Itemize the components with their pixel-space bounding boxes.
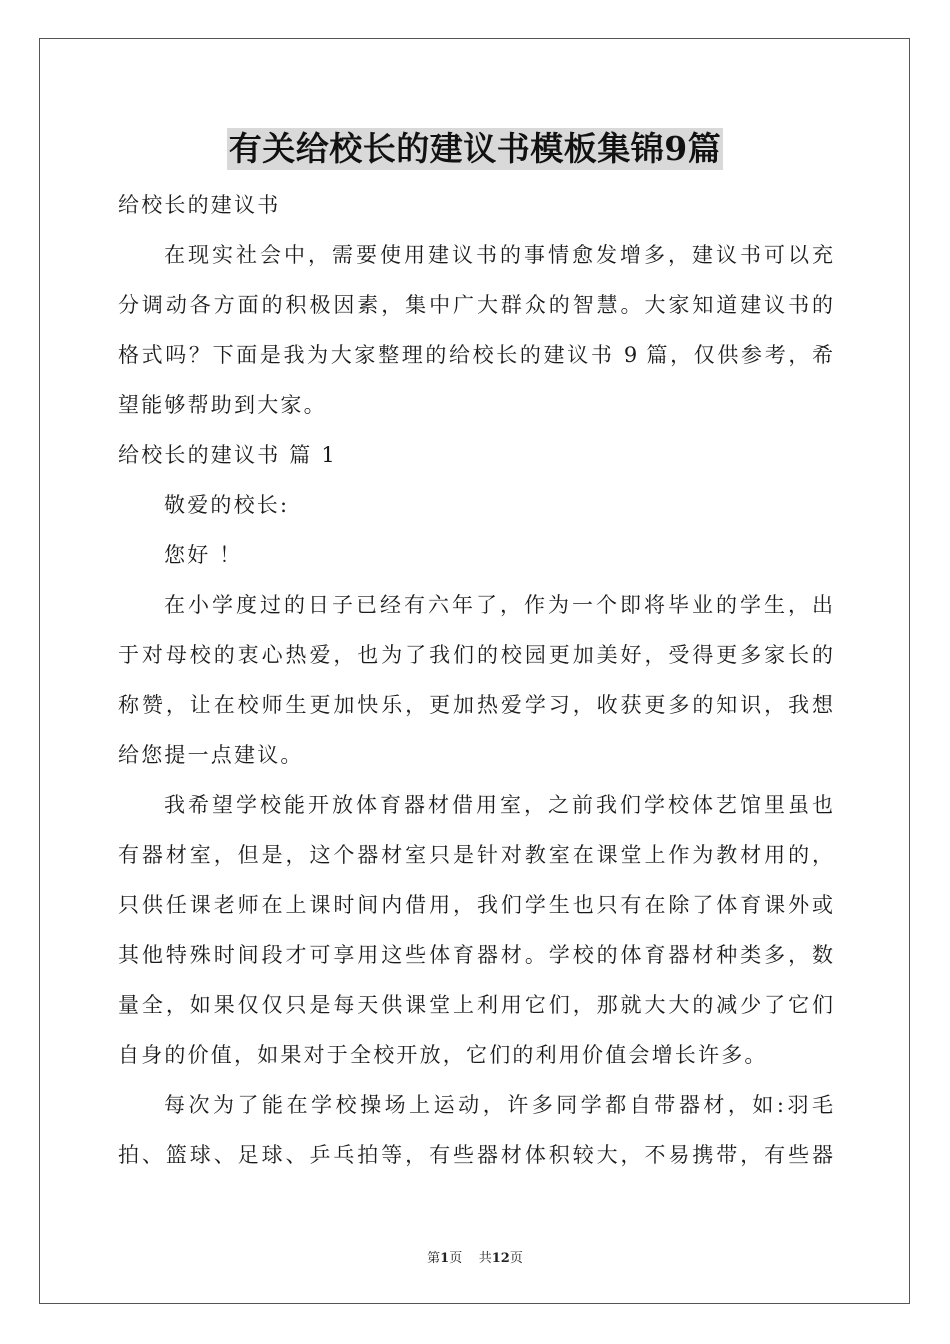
text-line: 我希望学校能开放体育器材借用室，之前我们学校体艺馆里虽也 — [164, 793, 833, 817]
page-footer — [0, 1247, 950, 1266]
footer-total-prefix: 共 — [478, 1251, 492, 1266]
text-line: 敬爱的校长: — [164, 493, 290, 517]
footer-total-suffix: 页 — [509, 1251, 523, 1266]
text-line: 分调动各方面的积极因素，集中广大群众的智慧。大家知道建议书的 — [118, 293, 833, 317]
document-body — [118, 180, 833, 1180]
footer-total-pages: 12 — [491, 1251, 510, 1266]
text-line: 称赞，让在校师生更加快乐，更加热爱学习，收获更多的知识，我想 — [118, 693, 833, 717]
text-line: 您好 ！ — [164, 543, 243, 567]
text-line: 于对母校的衷心热爱，也为了我们的校园更加美好，受得更多家长的 — [118, 643, 833, 667]
text-line: 自身的价值，如果对于全校开放，它们的利用价值会增长许多。 — [118, 1043, 768, 1067]
footer-page-suffix: 页 — [449, 1251, 463, 1266]
text-line: 格式吗？下面是我为大家整理的给校长的建议书 9 篇，仅供参考，希 — [118, 343, 833, 367]
text-line: 只供任课老师在上课时间内借用，我们学生也只有在除了体育课外或 — [118, 893, 833, 917]
footer-page-number: 1 — [440, 1251, 450, 1266]
title-container — [0, 128, 950, 170]
text-line: 给校长的建议书 篇 1 — [118, 443, 337, 467]
text-line: 给校长的建议书 — [118, 193, 281, 217]
document-title: 有关给校长的建议书模板集锦9篇 — [228, 129, 722, 168]
footer-page-prefix: 第 — [427, 1251, 441, 1266]
text-line: 其他特殊时间段才可享用这些体育器材。学校的体育器材种类多，数 — [118, 943, 833, 967]
text-line: 给您提一点建议。 — [118, 743, 304, 767]
text-line: 望能够帮助到大家。 — [118, 393, 327, 417]
text-line: 每次为了能在学校操场上运动，许多同学都自带器材，如:羽毛 — [164, 1093, 833, 1117]
text-line: 在小学度过的日子已经有六年了，作为一个即将毕业的学生，出 — [164, 593, 833, 617]
text-line: 拍、篮球、足球、乒乓拍等，有些器材体积较大，不易携带，有些器 — [118, 1143, 833, 1167]
text-line: 在现实社会中，需要使用建议书的事情愈发增多，建议书可以充 — [164, 243, 833, 267]
text-line: 有器材室，但是，这个器材室只是针对教室在课堂上作为教材用的， — [118, 843, 833, 867]
text-line: 量全，如果仅仅只是每天供课堂上利用它们，那就大大的减少了它们 — [118, 993, 833, 1017]
